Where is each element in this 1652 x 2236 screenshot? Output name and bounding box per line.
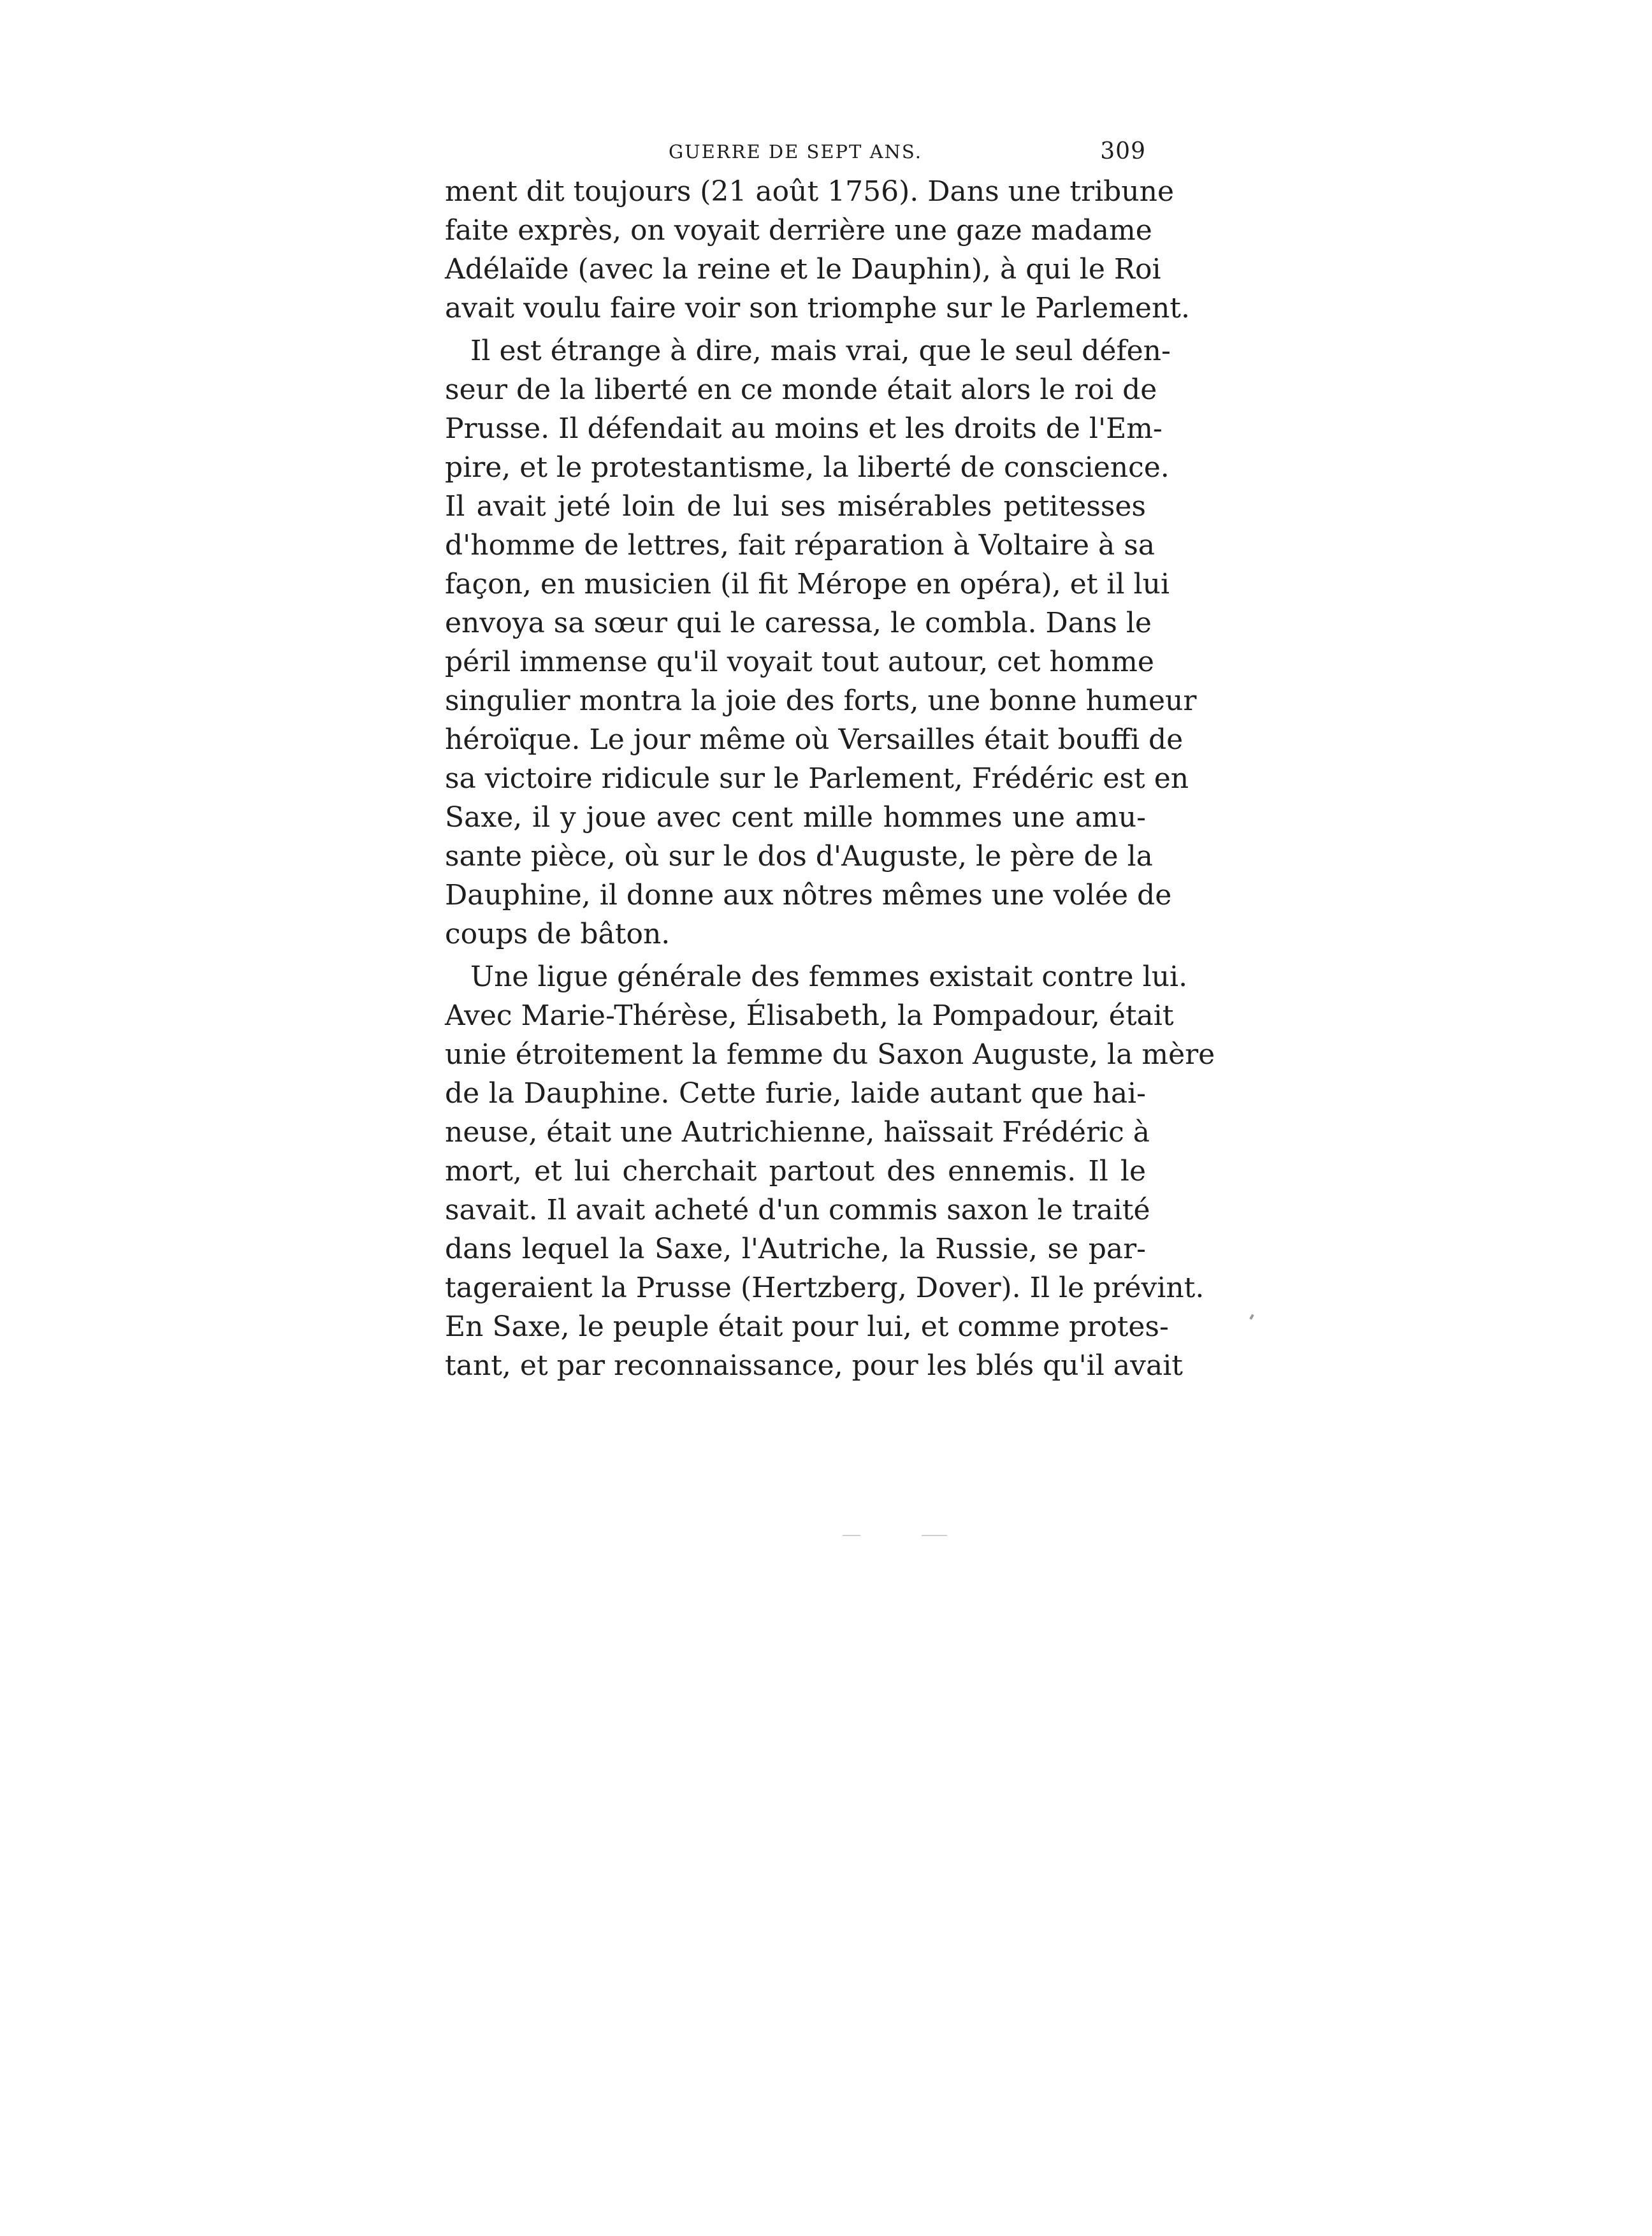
text-line: unie étroitement la femme du Saxon Auguste, la mère [445, 1038, 1215, 1071]
text-line: faite exprès, on voyait derrière une gaze madame [445, 214, 1152, 247]
text-line: dans lequel la Saxe, l'Autriche, la Russie, se par- [445, 1233, 1146, 1265]
scan-speck [922, 1535, 947, 1536]
text-line: pire, et le protestantisme, la liberté de conscience. [445, 451, 1170, 484]
page-number: 309 [1100, 138, 1146, 164]
text-line: singulier montra la joie des forts, une bonne humeur [445, 685, 1197, 717]
text-line: de la Dauphine. Cette furie, laide autant que hai- [445, 1077, 1146, 1110]
text-line: sa victoire ridicule sur le Parlement, Frédéric est en [445, 762, 1189, 795]
scan-speck [843, 1535, 860, 1536]
text-line: sante pièce, où sur le dos d'Auguste, le père de la [445, 840, 1153, 873]
text-line: Adélaïde (avec la reine et le Dauphin), à qui le Roi [445, 253, 1161, 286]
text-line: seur de la liberté en ce monde était alors le roi de [445, 374, 1157, 406]
running-title: GUERRE DE SEPT ANS. [669, 141, 922, 163]
text-line: tageraient la Prusse (Hertzberg, Dover). Il le prévint. [445, 1272, 1205, 1304]
text-line: Une ligue générale des femmes existait contre lui. [470, 961, 1188, 993]
text-line: Avec Marie-Thérèse, Élisabeth, la Pompadour, était [445, 999, 1174, 1032]
text-line: façon, en musicien (il fit Mérope en opéra), et il lui [445, 568, 1170, 600]
text-line: Il avait jeté loin de lui ses misérables petitesses [445, 490, 1146, 523]
text-line: En Saxe, le peuple était pour lui, et comme protes- [445, 1310, 1169, 1343]
text-line: envoya sa sœur qui le caressa, le combla. Dans le [445, 607, 1152, 639]
text-line: mort, et lui cherchait partout des ennemis. Il le [445, 1155, 1146, 1187]
text-line: Saxe, il y joue avec cent mille hommes une amu- [445, 801, 1146, 834]
text-line: tant, et par reconnaissance, pour les blés qu'il avait [445, 1349, 1183, 1382]
text-line: héroïque. Le jour même où Versailles était bouffi de [445, 723, 1184, 756]
text-line: péril immense qu'il voyait tout autour, cet homme [445, 646, 1154, 678]
text-line: Dauphine, il donne aux nôtres mêmes une volée de [445, 879, 1172, 911]
text-line: Prusse. Il défendait au moins et les droits de l'Em- [445, 412, 1163, 445]
main-text [445, 172, 1215, 1385]
text-line: avait voulu faire voir son triomphe sur le Parlement. [445, 292, 1190, 324]
text-line: savait. Il avait acheté d'un commis saxon le traité [445, 1194, 1150, 1226]
text-line: neuse, était une Autrichienne, haïssait Frédéric à [445, 1116, 1150, 1149]
scan-speck [1249, 1314, 1254, 1320]
text-line: d'homme de lettres, fait réparation à Voltaire à sa [445, 529, 1156, 562]
text-line: Il est étrange à dire, mais vrai, que le seul défen- [470, 335, 1171, 367]
text-line: ment dit toujours (21 août 1756). Dans une tribune [445, 175, 1175, 208]
running-head [445, 133, 1146, 171]
text-line: coups de bâton. [445, 918, 670, 950]
